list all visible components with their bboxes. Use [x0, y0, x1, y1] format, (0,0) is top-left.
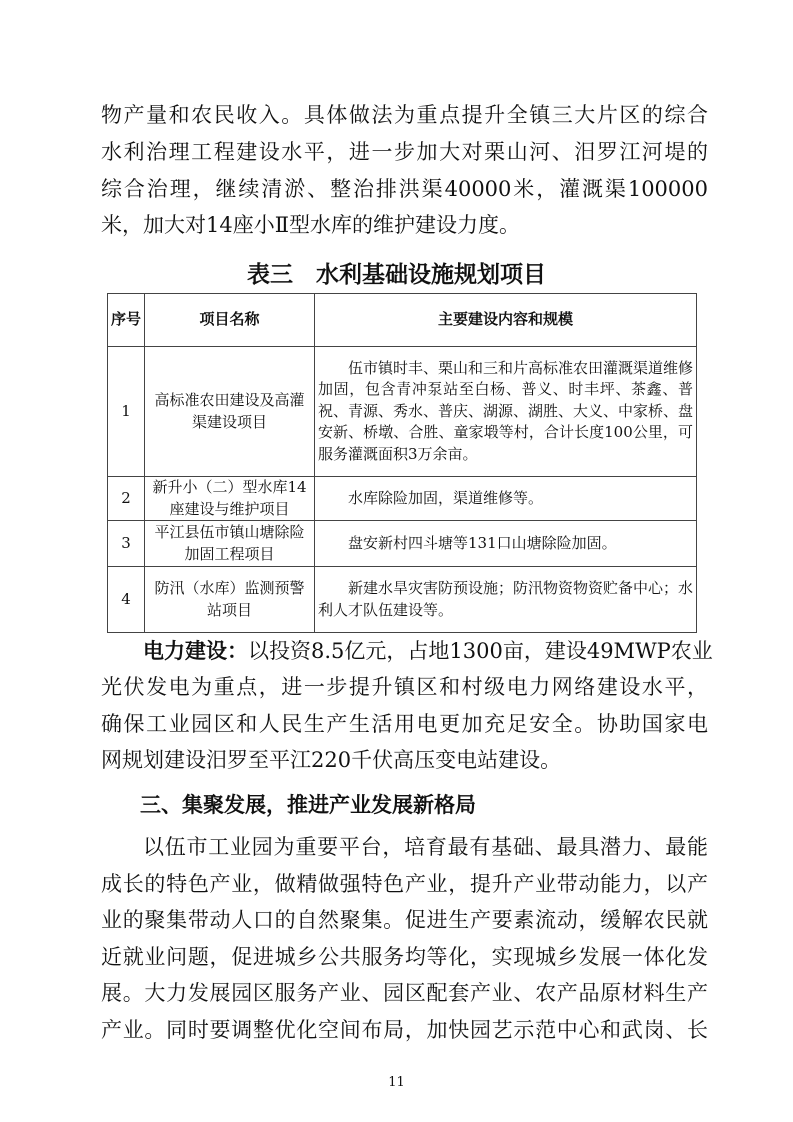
cell-name: 平江县伍市镇山塘除险加固工程项目 [145, 521, 315, 567]
body-line: 近就业问题，促进城乡公共服务均等化，实现城乡发展一体化发 [101, 945, 708, 969]
body-line: 业的聚集带动人口的自然聚集。促进生产要素流动，缓解农民就 [101, 908, 708, 932]
header-no: 序号 [108, 294, 145, 347]
table-header-row [108, 294, 697, 347]
cell-content: 伍市镇时丰、栗山和三和片高标准农田灌溉渠道维修加固，包含青冲泵站至白杨、普义、时丰坪、茶鑫、普祝、青源、秀水、普庆、湖源、湖胜、大义、中家桥、盘安新、桥墩、合胜、童家塅等村，合计长度100公里，可服务灌溉面积3万余亩。 [315, 347, 697, 477]
table-row [108, 567, 697, 633]
cell-no: 3 [108, 521, 145, 567]
body-line: 物产量和农民收入。具体做法为重点提升全镇三大片区的综合 [101, 103, 708, 127]
body-line: 展。大力发展园区服务产业、园区配套产业、农产品原材料生产 [101, 981, 708, 1005]
cell-content: 新建水旱灾害防预设施；防汛物资物资贮备中心；水利人才队伍建设等。 [315, 567, 697, 633]
body-line: 米，加大对14座小Ⅱ型水库的维护建设力度。 [101, 213, 520, 237]
table-title: 表三 水利基础设施规划项目 [247, 262, 546, 288]
section-heading: 三、集聚发展，推进产业发展新格局 [140, 793, 476, 817]
table-row [108, 521, 697, 567]
cell-name: 新升小（二）型水库14座建设与维护项目 [145, 477, 315, 521]
body-line: 确保工业园区和人民生产生活用电更加充足安全。协助国家电 [101, 712, 708, 736]
cell-name: 防汛（水库）监测预警站项目 [145, 567, 315, 633]
cell-content: 盘安新村四斗塘等131口山塘除险加固。 [315, 521, 697, 567]
table-row [108, 477, 697, 521]
body-line [143, 638, 713, 664]
body-line: 水利治理工程建设水平，进一步加大对栗山河、汨罗江河堤的 [101, 140, 708, 164]
cell-no: 1 [108, 347, 145, 477]
body-line: 网规划建设汨罗至平江220千伏高压变电站建设。 [101, 748, 562, 772]
body-line: 产业。同时要调整优化空间布局，加快园艺示范中心和武岗、长 [101, 1018, 708, 1042]
header-content: 主要建设内容和规模 [315, 294, 697, 347]
cell-no: 2 [108, 477, 145, 521]
table-row [108, 347, 697, 477]
water-infrastructure-table [107, 293, 697, 633]
cell-name: 高标准农田建设及高灌渠建设项目 [145, 347, 315, 477]
cell-content: 水库除险加固，渠道维修等。 [315, 477, 697, 521]
body-line: 光伏发电为重点，进一步提升镇区和村级电力网络建设水平， [101, 675, 708, 699]
header-name: 项目名称 [145, 294, 315, 347]
power-lead: 电力建设： [143, 639, 248, 663]
body-line: 以伍市工业园为重要平台，培育最有基础、最具潜力、最能 [143, 835, 708, 859]
body-line: 综合治理，继续清淤、整治排洪渠40000米，灌溉渠100000 [101, 177, 708, 201]
cell-no: 4 [108, 567, 145, 633]
power-text: 以投资8.5亿元，占地1300亩，建设49MWP农业 [248, 639, 713, 663]
page-number: 11 [388, 1075, 405, 1090]
body-line: 成长的特色产业，做精做强特色产业，提升产业带动能力，以产 [101, 872, 708, 896]
